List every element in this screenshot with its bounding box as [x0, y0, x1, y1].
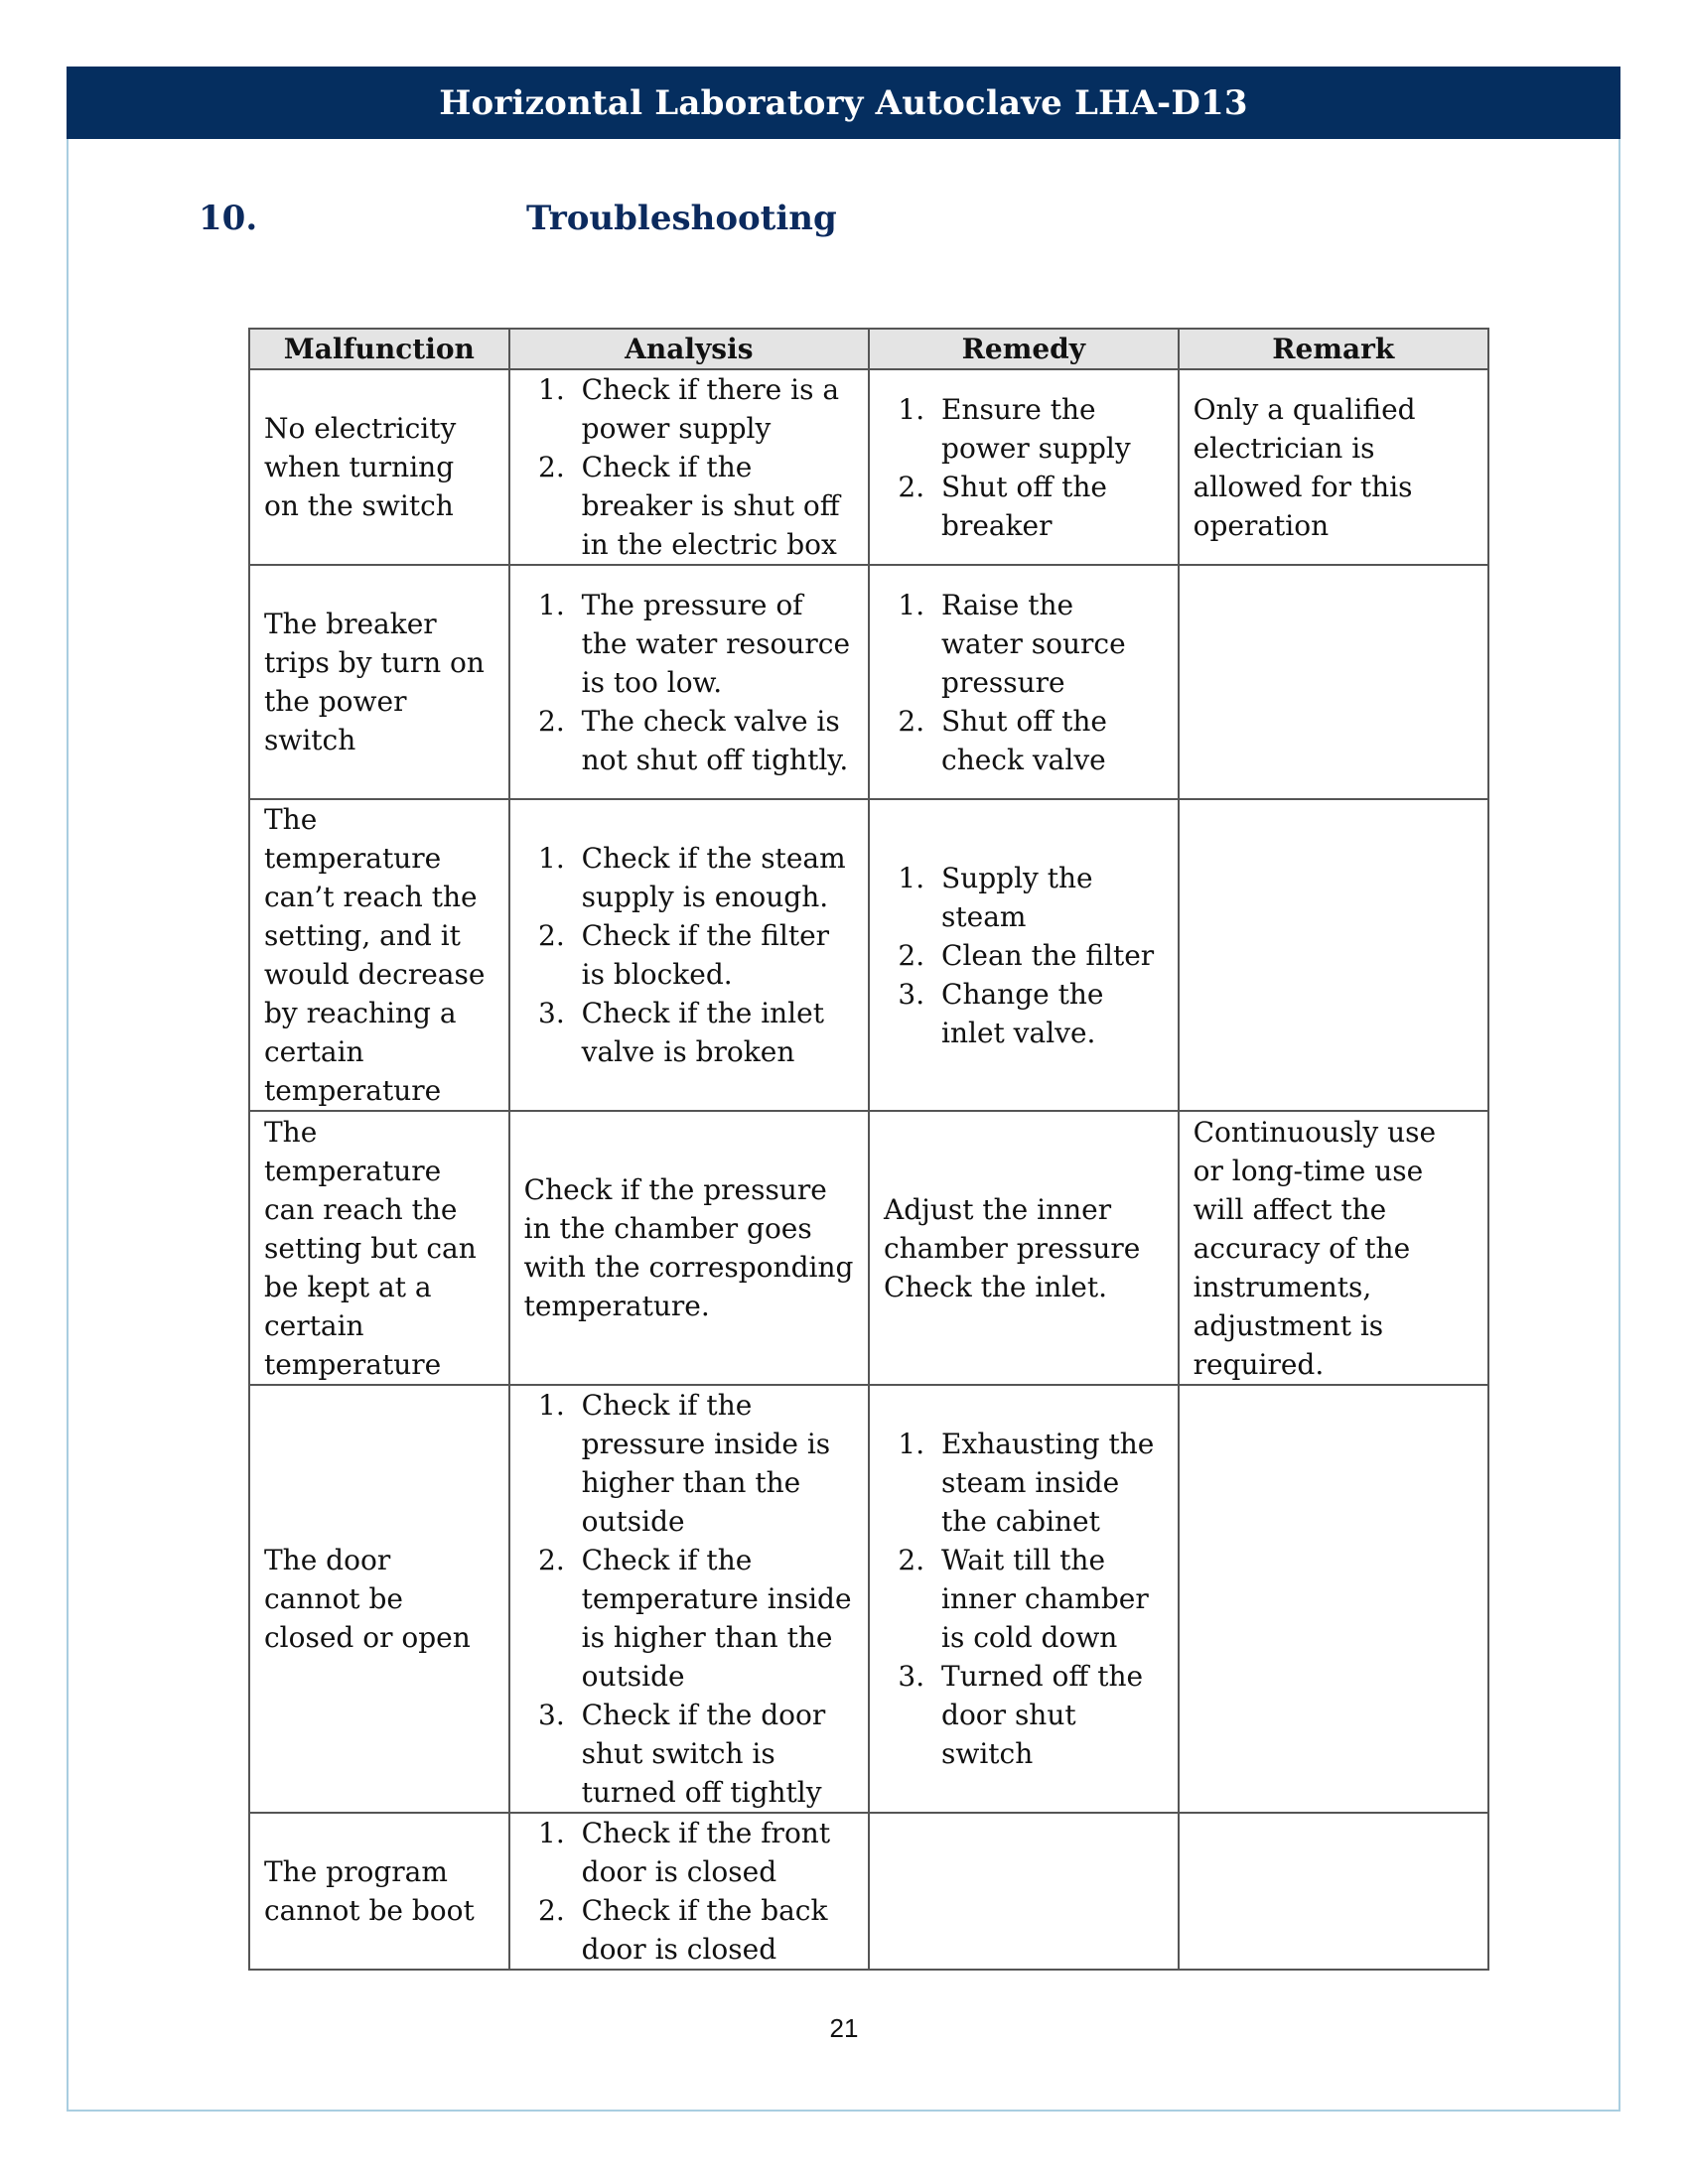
- analysis-step: 2. Check if the temperature inside is higher than the outside: [574, 1541, 854, 1696]
- table-row: [249, 1111, 1488, 1385]
- malfunction-cell: [249, 799, 509, 1111]
- remedy-cell: [869, 1813, 1179, 1970]
- analysis-text: Check if the pressure in the chamber goes with the corresponding temperature.: [523, 1173, 854, 1322]
- analysis-step: 2. Check if the breaker is shut off in the electric box: [574, 448, 854, 564]
- remedy-list: [884, 390, 1164, 545]
- malfunction-cell: [249, 1385, 509, 1813]
- malfunction-text: The door cannot be closed or open: [264, 1544, 471, 1654]
- analysis-step: 3. Check if the inlet valve is broken: [574, 994, 854, 1071]
- analysis-cell: [509, 799, 869, 1111]
- analysis-cell: [509, 1813, 869, 1970]
- analysis-cell: [509, 565, 869, 799]
- analysis-cell: [509, 1111, 869, 1385]
- remedy-step: 2. Wait till the inner chamber is cold down: [933, 1541, 1164, 1657]
- remedy-cell: [869, 1111, 1179, 1385]
- column-header-analysis: Analysis: [509, 329, 869, 369]
- section-title: Troubleshooting: [526, 199, 837, 238]
- remedy-step: 2. Shut off the check valve: [933, 702, 1164, 779]
- analysis-cell: [509, 1385, 869, 1813]
- malfunction-cell: [249, 369, 509, 565]
- remedy-step: 2. Clean the filter: [933, 936, 1164, 975]
- remedy-step: 1. Raise the water source pressure: [933, 586, 1164, 702]
- remark-cell: [1179, 1813, 1488, 1970]
- malfunction-cell: [249, 565, 509, 799]
- column-header-remedy: Remedy: [869, 329, 1179, 369]
- analysis-step: 3. Check if the door shut switch is turned off tightly: [574, 1696, 854, 1812]
- analysis-step: 1. The pressure of the water resource is too low.: [574, 586, 854, 702]
- analysis-step: 2. Check if the back door is closed: [574, 1891, 854, 1969]
- remedy-cell: [869, 1385, 1179, 1813]
- column-header-malfunction: Malfunction: [249, 329, 509, 369]
- table-row: [249, 565, 1488, 799]
- remedy-text: Adjust the inner chamber pressure Check the inlet.: [884, 1192, 1141, 1303]
- analysis-step: 2. Check if the filter is blocked.: [574, 916, 854, 994]
- analysis-step: 2. The check valve is not shut off tightly.: [574, 702, 854, 779]
- document-header: [67, 67, 1620, 139]
- analysis-cell: [509, 369, 869, 565]
- remedy-list: [884, 1425, 1164, 1773]
- remedy-cell: [869, 565, 1179, 799]
- analysis-step: 1. Check if the pressure inside is higher than the outside: [574, 1386, 854, 1541]
- remedy-cell: [869, 369, 1179, 565]
- analysis-list: [524, 586, 854, 779]
- remedy-list: [884, 586, 1164, 779]
- malfunction-text: The temperature can reach the setting but can be kept at a certain temperature: [264, 1115, 477, 1381]
- remark-cell: [1179, 799, 1488, 1111]
- remedy-step: 2. Shut off the breaker: [933, 468, 1164, 545]
- troubleshooting-table: [248, 328, 1489, 1971]
- page-number: 21: [829, 2013, 859, 2043]
- malfunction-text: The program cannot be boot: [264, 1855, 475, 1927]
- analysis-list: [524, 370, 854, 564]
- remedy-step: 3. Change the inlet valve.: [933, 975, 1164, 1052]
- table-row: [249, 1385, 1488, 1813]
- remark-cell: [1179, 1385, 1488, 1813]
- analysis-list: [524, 1386, 854, 1812]
- remedy-cell: [869, 799, 1179, 1111]
- remark-text: Continuously use or long-time use will affect the accuracy of the instruments, adjustment is required.: [1193, 1115, 1437, 1381]
- analysis-step: 1. Check if the front door is closed: [574, 1814, 854, 1891]
- document-title: Horizontal Laboratory Autoclave LHA-D13: [439, 82, 1248, 123]
- section-number: 10.: [199, 199, 258, 238]
- table-row: [249, 1813, 1488, 1970]
- malfunction-text: The temperature can’t reach the setting, and it would decrease by reaching a certain temperature: [264, 803, 486, 1107]
- analysis-list: [524, 1814, 854, 1969]
- malfunction-cell: [249, 1111, 509, 1385]
- remark-cell: [1179, 565, 1488, 799]
- column-header-remark: Remark: [1179, 329, 1488, 369]
- malfunction-cell: [249, 1813, 509, 1970]
- table-header-row: [249, 329, 1488, 369]
- analysis-list: [524, 839, 854, 1071]
- remedy-step: 1. Supply the steam: [933, 859, 1164, 936]
- analysis-step: 1. Check if the steam supply is enough.: [574, 839, 854, 916]
- malfunction-text: The breaker trips by turn on the power switch: [264, 608, 485, 756]
- remark-text: Only a qualified electrician is allowed for this operation: [1193, 392, 1416, 542]
- analysis-step: 1. Check if there is a power supply: [574, 370, 854, 448]
- remedy-step: 1. Ensure the power supply: [933, 390, 1164, 468]
- remedy-step: 3. Turned off the door shut switch: [933, 1657, 1164, 1773]
- table-row: [249, 799, 1488, 1111]
- table-row: [249, 369, 1488, 565]
- remedy-step: 1. Exhausting the steam inside the cabinet: [933, 1425, 1164, 1541]
- remedy-list: [884, 859, 1164, 1052]
- remark-cell: [1179, 1111, 1488, 1385]
- remark-cell: [1179, 369, 1488, 565]
- malfunction-text: No electricity when turning on the switch: [264, 412, 457, 522]
